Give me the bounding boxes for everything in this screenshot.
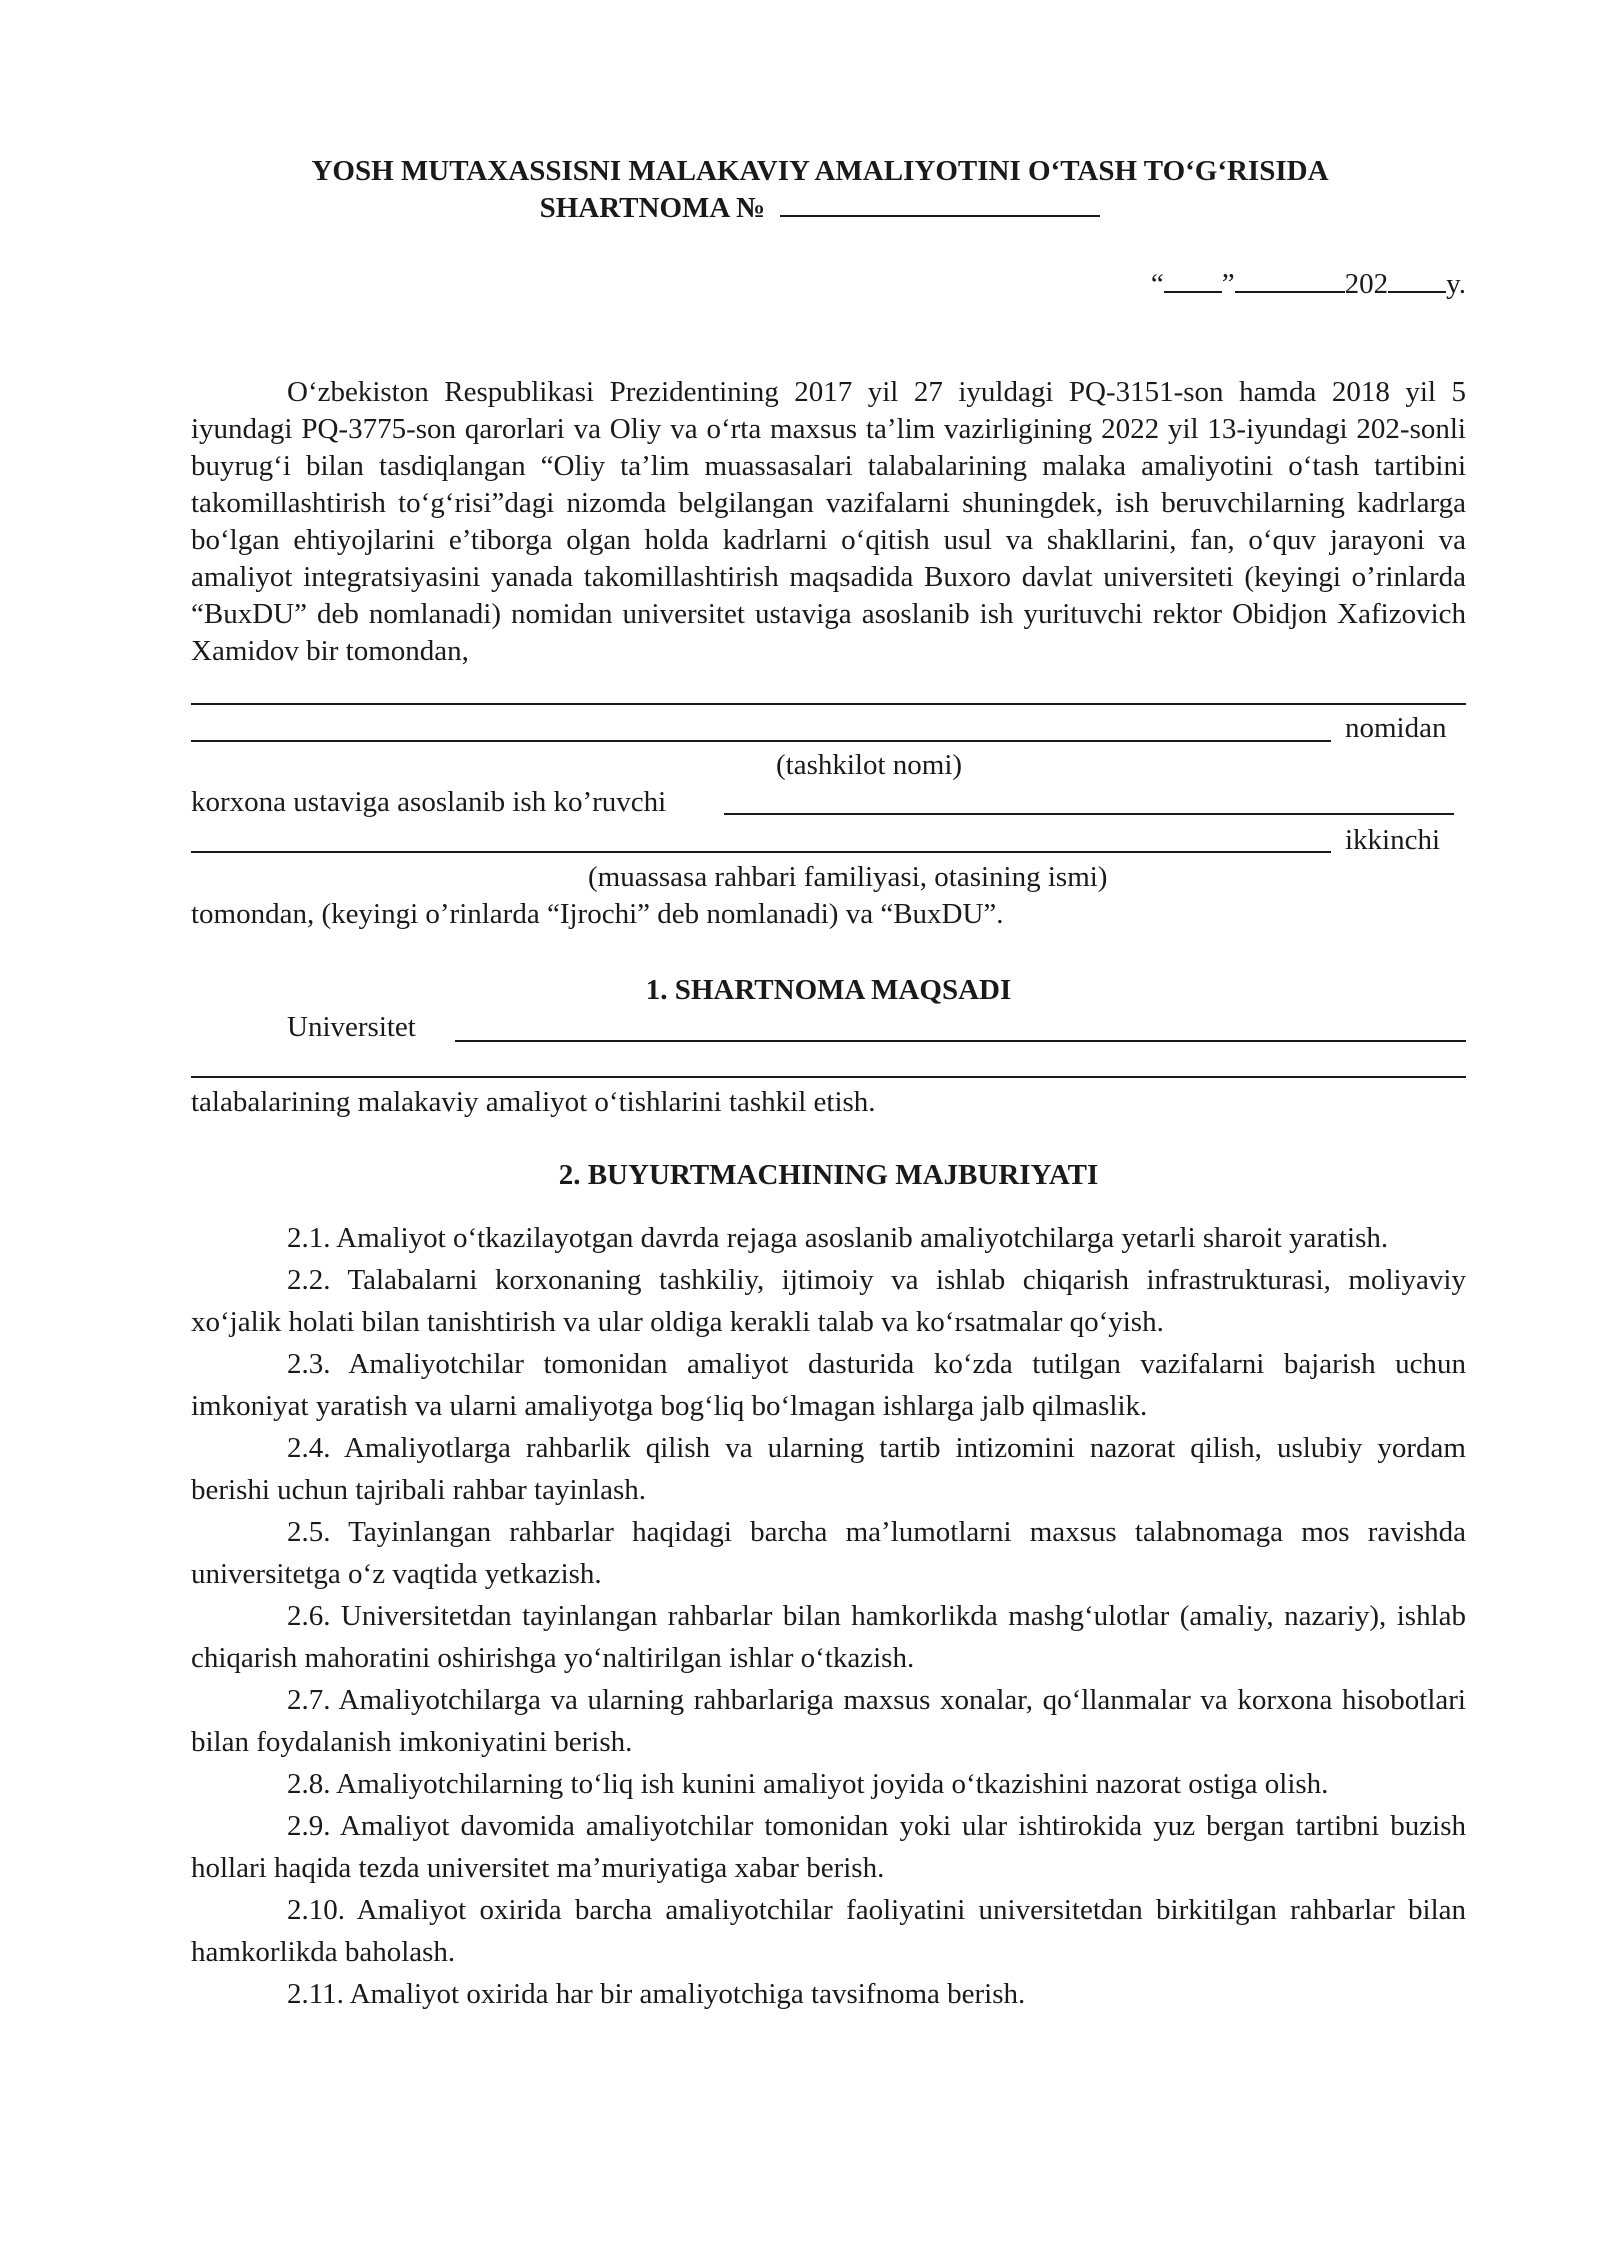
obligation-item: 2.11. Amaliyot oxirida har bir amaliyotchiga tavsifnoma berish. [287, 1978, 1026, 2010]
month-blank[interactable] [1235, 265, 1345, 293]
date-line [1151, 265, 1466, 303]
date-close-quote: ” [1221, 268, 1235, 300]
parties-closing: tomondan, (keyingi o’rinlarda “Ijrochi” deb nomlanadi) va “BuxDU”. [191, 898, 1004, 930]
obligation-item: 2.10. Amaliyot oxirida barcha amaliyotchilar faoliyatini universitetdan birkitilgan rahbarlar bilan hamkorlikda baholash. [191, 1894, 1466, 1968]
purpose-tail: talabalarining malakaviy amaliyot o‘tishlarini tashkil etish. [191, 1086, 876, 1118]
obligation-item: 2.1. Amaliyot o‘tkazilayotgan davrda rejaga asoslanib amaliyotchilarga yetarli sharoit yaratish. [287, 1222, 1389, 1254]
director-blank-2[interactable] [191, 851, 1331, 853]
obligation-item: 2.3. Amaliyotchilar tomonidan amaliyot dasturida ko‘zda tutilgan vazifalarni bajarish uchun imkoniyat yaratish va ularni amaliyotga bog‘liq bo‘lmagan ishlarga jalb qilmaslik. [191, 1348, 1466, 1422]
obligation-item: 2.6. Universitetdan tayinlangan rahbarlar bilan hamkorlikda mashg‘ulotlar (amaliy, nazariy), ishlab chiqarish mahoratini oshirishga yo‘naltirilgan ishlar o‘tkazish. [191, 1600, 1466, 1674]
day-blank[interactable] [1164, 265, 1222, 293]
purpose-blank-1[interactable] [455, 1040, 1466, 1042]
year-prefix: 202 [1344, 268, 1389, 300]
nomidan-word: nomidan [1345, 712, 1447, 744]
obligation-item: 2.5. Tayinlangan rahbarlar haqidagi barcha ma’lumotlarni maxsus talabnomaga mos ravishda universitetga o‘z vaqtida yetkazish. [191, 1516, 1466, 1590]
contract-number-blank[interactable] [780, 189, 1100, 217]
director-label: korxona ustaviga asoslanib ish ko’ruvchi [191, 786, 667, 818]
head-caption: (muassasa rahbari familiyasi, otasining ismi) [588, 861, 1108, 893]
document-title: YOSH MUTAXASSISNI MALAKAVIY AMALIYOTINI O‘TASH TO‘G‘RISIDA [311, 155, 1329, 187]
obligations-list [191, 1217, 1466, 2015]
organization-blank-2[interactable] [191, 740, 1331, 742]
university-label: Universitet [287, 1011, 416, 1043]
date-open-quote: “ [1150, 268, 1164, 300]
ikkinchi-word: ikkinchi [1345, 824, 1441, 856]
purpose-blank-2[interactable] [191, 1076, 1466, 1078]
section1-heading: 1. SHARTNOMA MAQSADI [645, 974, 1012, 1006]
year-suffix: y. [1446, 268, 1466, 300]
obligation-item: 2.8. Amaliyotchilarning to‘liq ish kunini amaliyot joyida o‘tkazishini nazorat ostiga olish. [287, 1768, 1329, 1800]
organization-caption: (tashkilot nomi) [776, 749, 963, 781]
obligation-item: 2.4. Amaliyotlarga rahbarlik qilish va ularning tartib intizomini nazorat qilish, uslubiy yordam berishi uchun tajribali rahbar tayinlash. [191, 1432, 1466, 1506]
obligation-item: 2.7. Amaliyotchilarga va ularning rahbarlariga maxsus xonalar, qo‘llanmalar va korxona hisobotlari bilan foydalanish imkoniyatini berish. [191, 1684, 1466, 1758]
intro-paragraph: O‘zbekiston Respublikasi Prezidentining 2017 yil 27 iyuldagi PQ-3151-son hamda 2018 yil 5 iyundagi PQ-3775-son qarorlari va Oliy va o‘rta maxsus ta’lim vazirligining 2022 yil 13-iyundagi 202-sonli buyrug‘i bilan tasdiqlangan “Oliy ta’lim muassasalari talabalarining malaka amaliyotini o‘tash tartibini takomillashtirish to‘g‘risi”dagi nizomda belgilangan vazifalarni shuningdek, ish beruvchilarning kadrlarga bo‘lgan ehtiyojlarini e’tiborga olgan holda kadrlarni o‘qitish usul va shakllarini, fan, o‘quv jarayoni va amaliyot integratsiyasini yanada takomillashtirish maqsadida Buxoro davlat universiteti (keyingi o’rinlarda “BuxDU” deb nomlanadi) nomidan universitet ustaviga asoslanib ish yurituvchi rektor Obidjon Xafizovich Xamidov bir tomondan, [191, 376, 1466, 667]
year-blank[interactable] [1388, 265, 1446, 293]
organization-blank-1[interactable] [191, 703, 1466, 705]
director-blank-1[interactable] [724, 813, 1454, 815]
contract-number-line [150, 189, 1490, 226]
section2-heading: 2. BUYURTMACHINING MAJBURIYATI [558, 1159, 1099, 1191]
contract-number-label: SHARTNOMA № [539, 192, 766, 224]
obligation-item: 2.9. Amaliyot davomida amaliyotchilar tomonidan yoki ular ishtirokida yuz bergan tartibni buzish hollari haqida tezda universitet ma’muriyatiga xabar berish. [191, 1810, 1466, 1884]
obligation-item: 2.2. Talabalarni korxonaning tashkiliy, ijtimoiy va ishlab chiqarish infrastrukturasi, moliyaviy xo‘jalik holati bilan tanishtirish va ular oldiga kerakli talab va ko‘rsatmalar qo‘yish. [191, 1264, 1466, 1338]
